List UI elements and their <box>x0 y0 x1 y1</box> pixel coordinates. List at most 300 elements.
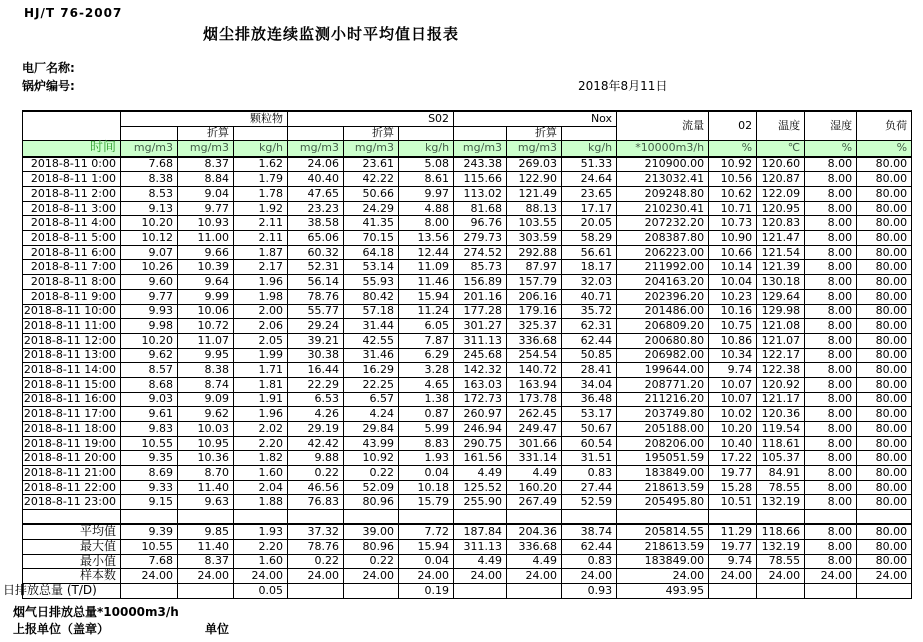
cell-value: 8.00 <box>805 363 857 378</box>
cell-value: 8.53 <box>121 187 178 202</box>
cell-value: 1.60 <box>234 554 288 569</box>
cell-value: 9.35 <box>121 451 178 466</box>
cell-value: 78.76 <box>288 539 344 554</box>
cell-value: 8.00 <box>805 480 857 495</box>
data-row <box>23 363 912 378</box>
data-row <box>23 172 912 187</box>
row-time: 2018-8-11 0:00 <box>23 157 121 172</box>
cell-value: 179.16 <box>507 304 562 319</box>
cell-value: 187.84 <box>454 524 507 539</box>
cell-value: 53.14 <box>344 260 399 275</box>
cell-value: 40.71 <box>562 289 617 304</box>
cell-value: 118.66 <box>757 524 805 539</box>
cell-value: 210230.41 <box>617 201 709 216</box>
cell-value: 157.79 <box>507 275 562 290</box>
cell-value: 8.38 <box>121 172 178 187</box>
cell-value: 16.29 <box>344 363 399 378</box>
cell-value: 55.77 <box>288 304 344 319</box>
cell-value: 80.42 <box>344 289 399 304</box>
cell-value: 122.38 <box>757 363 805 378</box>
cell-value: 80.00 <box>857 260 912 275</box>
cell-value: 0.05 <box>234 583 288 598</box>
cell-value: 65.06 <box>288 231 344 246</box>
cell-value <box>757 510 805 525</box>
cell-value: 8.00 <box>805 539 857 554</box>
cell-value: 88.13 <box>507 201 562 216</box>
row-time: 2018-8-11 4:00 <box>23 216 121 231</box>
cell-value: 80.00 <box>857 289 912 304</box>
cell-value: 3.28 <box>399 363 454 378</box>
cell-value: 4.49 <box>507 466 562 481</box>
cell-value: 206982.00 <box>617 348 709 363</box>
cell-value: 303.59 <box>507 231 562 246</box>
cell-value: 9.66 <box>178 245 234 260</box>
cell-value: 10.39 <box>178 260 234 275</box>
cell-value: 121.47 <box>757 231 805 246</box>
report-footer <box>0 599 923 642</box>
row-time: 2018-8-11 8:00 <box>23 275 121 290</box>
cell-value: 24.00 <box>757 569 805 584</box>
row-time <box>23 510 121 525</box>
cell-value: 78.76 <box>288 289 344 304</box>
cell-value: 1.98 <box>234 289 288 304</box>
cell-value: 24.29 <box>344 201 399 216</box>
cell-value: 7.87 <box>399 333 454 348</box>
cell-value: 1.71 <box>234 363 288 378</box>
cell-value: 9.93 <box>121 304 178 319</box>
cell-value: 11.09 <box>399 260 454 275</box>
cell-value: 96.76 <box>454 216 507 231</box>
cell-value: 11.29 <box>709 524 757 539</box>
cell-value <box>288 510 344 525</box>
cell-value: 122.17 <box>757 348 805 363</box>
cell-value: 2.11 <box>234 231 288 246</box>
cell-value: 52.09 <box>344 480 399 495</box>
cell-value: 105.37 <box>757 451 805 466</box>
cell-value <box>234 510 288 525</box>
cell-value: 10.66 <box>709 245 757 260</box>
cell-value: 1.91 <box>234 392 288 407</box>
cell-value: 8.00 <box>805 436 857 451</box>
cell-value: 9.97 <box>399 187 454 202</box>
row-time: 2018-8-11 17:00 <box>23 407 121 422</box>
cell-value: 85.73 <box>454 260 507 275</box>
cell-value: 9.39 <box>121 524 178 539</box>
cell-value: 0.22 <box>288 554 344 569</box>
cell-value: 10.92 <box>344 451 399 466</box>
cell-value: 9.99 <box>178 289 234 304</box>
cell-value: 80.00 <box>857 216 912 231</box>
unit-cell: kg/h <box>399 141 454 157</box>
sub-empty <box>121 126 178 141</box>
cell-value: 290.75 <box>454 436 507 451</box>
cell-value: 311.13 <box>454 333 507 348</box>
cell-value: 9.77 <box>178 201 234 216</box>
cell-value: 120.92 <box>757 377 805 392</box>
cell-value: 42.55 <box>344 333 399 348</box>
cell-value: 8.38 <box>178 363 234 378</box>
cell-value: 8.37 <box>178 554 234 569</box>
cell-value: 115.66 <box>454 172 507 187</box>
cell-value: 10.93 <box>178 216 234 231</box>
cell-value: 80.00 <box>857 524 912 539</box>
cell-value: 130.18 <box>757 275 805 290</box>
cell-value <box>857 583 912 598</box>
cell-value: 18.17 <box>562 260 617 275</box>
cell-value: 218613.59 <box>617 480 709 495</box>
cell-value: 8.00 <box>805 304 857 319</box>
cell-value: 9.98 <box>121 319 178 334</box>
cell-value: 118.61 <box>757 436 805 451</box>
cell-value: 1.60 <box>234 466 288 481</box>
cell-value: 1.79 <box>234 172 288 187</box>
unit-cell: mg/m3 <box>121 141 178 157</box>
cell-value: 2.06 <box>234 319 288 334</box>
unit-cell: mg/m3 <box>288 141 344 157</box>
cell-value <box>399 510 454 525</box>
cell-value: 292.88 <box>507 245 562 260</box>
cell-value: 2.17 <box>234 260 288 275</box>
cell-value: 8.00 <box>805 275 857 290</box>
cell-value: 211216.20 <box>617 392 709 407</box>
sub-empty <box>288 126 344 141</box>
cell-value: 1.99 <box>234 348 288 363</box>
cell-value <box>178 510 234 525</box>
cell-value: 80.00 <box>857 480 912 495</box>
cell-value <box>121 583 178 598</box>
unit-cell: mg/m3 <box>507 141 562 157</box>
cell-value: 80.00 <box>857 422 912 437</box>
cell-value: 129.64 <box>757 289 805 304</box>
cell-value: 8.00 <box>805 524 857 539</box>
cell-value: 28.41 <box>562 363 617 378</box>
row-time: 2018-8-11 2:00 <box>23 187 121 202</box>
cell-value: 8.00 <box>805 260 857 275</box>
cell-value: 41.35 <box>344 216 399 231</box>
cell-value: 80.00 <box>857 554 912 569</box>
cell-value: 8.00 <box>805 245 857 260</box>
cell-value: 80.00 <box>857 495 912 510</box>
cell-value: 200680.80 <box>617 333 709 348</box>
summary-row <box>23 569 912 584</box>
total-row <box>23 583 912 598</box>
cell-value: 8.00 <box>805 231 857 246</box>
cell-value: 311.13 <box>454 539 507 554</box>
cell-value: 62.44 <box>562 539 617 554</box>
cell-value: 2.05 <box>234 333 288 348</box>
cell-value: 0.83 <box>562 466 617 481</box>
cell-value: 103.55 <box>507 216 562 231</box>
cell-value: 301.66 <box>507 436 562 451</box>
cell-value: 80.00 <box>857 392 912 407</box>
cell-value: 201486.00 <box>617 304 709 319</box>
report-header <box>0 0 923 110</box>
cell-value: 53.17 <box>562 407 617 422</box>
cell-value: 23.23 <box>288 201 344 216</box>
cell-value: 120.95 <box>757 201 805 216</box>
data-row <box>23 275 912 290</box>
cell-value: 10.73 <box>709 216 757 231</box>
cell-value: 121.39 <box>757 260 805 275</box>
cell-value: 246.94 <box>454 422 507 437</box>
cell-value: 8.00 <box>805 157 857 172</box>
cell-value: 4.26 <box>288 407 344 422</box>
cell-value <box>709 583 757 598</box>
cell-value: 8.00 <box>805 348 857 363</box>
cell-value <box>757 583 805 598</box>
cell-value: 161.56 <box>454 451 507 466</box>
cell-value: 10.14 <box>709 260 757 275</box>
cell-value: 211992.00 <box>617 260 709 275</box>
data-row <box>23 201 912 216</box>
row-time: 2018-8-11 12:00 <box>23 333 121 348</box>
cell-value: 24.00 <box>562 569 617 584</box>
cell-value: 15.79 <box>399 495 454 510</box>
cell-value: 0.87 <box>399 407 454 422</box>
cell-value: 183849.00 <box>617 466 709 481</box>
data-row <box>23 495 912 510</box>
cell-value: 2.04 <box>234 480 288 495</box>
cell-value: 173.78 <box>507 392 562 407</box>
cell-value: 9.15 <box>121 495 178 510</box>
cell-value: 218613.59 <box>617 539 709 554</box>
cell-value: 142.32 <box>454 363 507 378</box>
cell-value: 0.22 <box>344 466 399 481</box>
cell-value: 9.60 <box>121 275 178 290</box>
cell-value: 80.00 <box>857 319 912 334</box>
cell-value <box>288 583 344 598</box>
cell-value <box>178 583 234 598</box>
cell-value: 8.00 <box>805 216 857 231</box>
cell-value: 199644.00 <box>617 363 709 378</box>
col-humidity: 湿度 <box>805 111 857 141</box>
cell-value: 9.74 <box>709 363 757 378</box>
cell-value: 206809.20 <box>617 319 709 334</box>
cell-value: 262.45 <box>507 407 562 422</box>
cell-value: 24.06 <box>288 157 344 172</box>
cell-value: 6.05 <box>399 319 454 334</box>
cell-value: 10.07 <box>709 392 757 407</box>
cell-value: 243.38 <box>454 157 507 172</box>
data-row <box>23 377 912 392</box>
unit-cell: kg/h <box>562 141 617 157</box>
cell-value: 42.42 <box>288 436 344 451</box>
cell-value: 249.47 <box>507 422 562 437</box>
report-date: 2018年8月11日 <box>578 79 668 93</box>
time-column-header: 时间 <box>23 141 121 157</box>
cell-value: 4.24 <box>344 407 399 422</box>
cell-value: 0.22 <box>344 554 399 569</box>
cell-value: 8.00 <box>805 289 857 304</box>
data-row <box>23 289 912 304</box>
boiler-number-label: 锅炉编号: <box>22 79 75 93</box>
cell-value: 56.61 <box>562 245 617 260</box>
cell-value: 10.16 <box>709 304 757 319</box>
cell-value: 207232.20 <box>617 216 709 231</box>
cell-value: 57.18 <box>344 304 399 319</box>
cell-value: 8.37 <box>178 157 234 172</box>
cell-value: 10.55 <box>121 436 178 451</box>
row-time: 2018-8-11 7:00 <box>23 260 121 275</box>
cell-value: 163.94 <box>507 377 562 392</box>
unit-cell: *10000m3/h <box>617 141 709 157</box>
cell-value: 37.32 <box>288 524 344 539</box>
cell-value: 24.00 <box>709 569 757 584</box>
cell-value: 129.98 <box>757 304 805 319</box>
standard-code: HJ/T 76-2007 <box>24 6 123 20</box>
col-temperature: 温度 <box>757 111 805 141</box>
cell-value: 52.59 <box>562 495 617 510</box>
cell-value: 10.20 <box>121 216 178 231</box>
cell-value: 35.72 <box>562 304 617 319</box>
data-row <box>23 333 912 348</box>
cell-value: 4.88 <box>399 201 454 216</box>
data-row <box>23 422 912 437</box>
cell-value: 62.31 <box>562 319 617 334</box>
cell-value: 12.44 <box>399 245 454 260</box>
cell-value: 31.46 <box>344 348 399 363</box>
cell-value: 1.88 <box>234 495 288 510</box>
cell-value: 120.36 <box>757 407 805 422</box>
cell-value: 9.09 <box>178 392 234 407</box>
cell-value: 23.65 <box>562 187 617 202</box>
cell-value: 78.55 <box>757 554 805 569</box>
unit-cell: ℃ <box>757 141 805 157</box>
sub-empty <box>234 126 288 141</box>
cell-value: 205814.55 <box>617 524 709 539</box>
cell-value: 205188.00 <box>617 422 709 437</box>
cell-value: 10.51 <box>709 495 757 510</box>
row-time: 2018-8-11 23:00 <box>23 495 121 510</box>
cell-value: 195051.59 <box>617 451 709 466</box>
data-row <box>23 245 912 260</box>
cell-value <box>344 510 399 525</box>
cell-value: 80.00 <box>857 201 912 216</box>
cell-value: 9.61 <box>121 407 178 422</box>
cell-value: 80.00 <box>857 377 912 392</box>
row-time: 2018-8-11 21:00 <box>23 466 121 481</box>
cell-value: 132.19 <box>757 495 805 510</box>
cell-value: 10.92 <box>709 157 757 172</box>
cell-value <box>709 510 757 525</box>
row-time: 2018-8-11 18:00 <box>23 422 121 437</box>
data-row <box>23 157 912 172</box>
row-time: 2018-8-11 3:00 <box>23 201 121 216</box>
cell-value: 6.57 <box>344 392 399 407</box>
cell-value: 80.00 <box>857 348 912 363</box>
cell-value: 163.03 <box>454 377 507 392</box>
cell-value: 32.03 <box>562 275 617 290</box>
cell-value: 203749.80 <box>617 407 709 422</box>
cell-value: 80.00 <box>857 187 912 202</box>
cell-value: 64.18 <box>344 245 399 260</box>
cell-value: 81.68 <box>454 201 507 216</box>
cell-value: 206.16 <box>507 289 562 304</box>
cell-value: 1.82 <box>234 451 288 466</box>
cell-value: 10.72 <box>178 319 234 334</box>
cell-value: 9.83 <box>121 422 178 437</box>
cell-value: 29.19 <box>288 422 344 437</box>
cell-value: 183849.00 <box>617 554 709 569</box>
cell-value: 62.44 <box>562 333 617 348</box>
cell-value <box>454 510 507 525</box>
cell-value: 8.00 <box>805 407 857 422</box>
cell-value: 260.97 <box>454 407 507 422</box>
cell-value: 122.09 <box>757 187 805 202</box>
cell-value: 254.54 <box>507 348 562 363</box>
cell-value: 9.04 <box>178 187 234 202</box>
cell-value: 78.55 <box>757 480 805 495</box>
cell-value: 8.00 <box>805 466 857 481</box>
cell-value: 50.67 <box>562 422 617 437</box>
cell-value: 22.29 <box>288 377 344 392</box>
cell-value: 24.00 <box>805 569 857 584</box>
cell-value: 255.90 <box>454 495 507 510</box>
cell-value: 269.03 <box>507 157 562 172</box>
cell-value: 1.93 <box>399 451 454 466</box>
cell-value: 279.73 <box>454 231 507 246</box>
sub-empty <box>399 126 454 141</box>
cell-value: 10.20 <box>709 422 757 437</box>
cell-value: 274.52 <box>454 245 507 260</box>
cell-value: 76.83 <box>288 495 344 510</box>
row-time: 2018-8-11 13:00 <box>23 348 121 363</box>
data-row <box>23 480 912 495</box>
cell-value: 10.62 <box>709 187 757 202</box>
cell-value: 39.00 <box>344 524 399 539</box>
cell-value: 24.00 <box>617 569 709 584</box>
unit-cell: mg/m3 <box>454 141 507 157</box>
cell-value: 9.85 <box>178 524 234 539</box>
col-group-nox: Nox <box>454 111 617 126</box>
cell-value: 205495.80 <box>617 495 709 510</box>
cell-value: 8.57 <box>121 363 178 378</box>
cell-value: 4.49 <box>507 554 562 569</box>
cell-value: 6.29 <box>399 348 454 363</box>
cell-value: 38.74 <box>562 524 617 539</box>
cell-value: 204.36 <box>507 524 562 539</box>
cell-value: 58.29 <box>562 231 617 246</box>
cell-value: 9.62 <box>121 348 178 363</box>
plant-name-label: 电厂名称: <box>22 61 75 75</box>
cell-value: 7.72 <box>399 524 454 539</box>
cell-value: 208771.20 <box>617 377 709 392</box>
total-label: 日排放总量 (T/D) <box>23 583 121 598</box>
header-group-row <box>23 111 912 126</box>
cell-value: 10.20 <box>121 333 178 348</box>
cell-value: 40.40 <box>288 172 344 187</box>
row-time: 2018-8-11 19:00 <box>23 436 121 451</box>
cell-value: 325.37 <box>507 319 562 334</box>
cell-value: 7.68 <box>121 157 178 172</box>
cell-value: 24.00 <box>454 569 507 584</box>
cell-value: 24.00 <box>507 569 562 584</box>
cell-value: 19.77 <box>709 466 757 481</box>
table-body <box>3 157 912 598</box>
cell-value: 9.77 <box>121 289 178 304</box>
cell-value: 24.00 <box>121 569 178 584</box>
cell-value: 7.68 <box>121 554 178 569</box>
cell-value: 2.20 <box>234 539 288 554</box>
cell-value: 4.49 <box>454 466 507 481</box>
summary-label: 平均值 <box>23 524 121 539</box>
cell-value: 80.00 <box>857 333 912 348</box>
data-row <box>23 304 912 319</box>
cell-value: 70.15 <box>344 231 399 246</box>
cell-value: 1.78 <box>234 187 288 202</box>
cell-value: 8.00 <box>805 451 857 466</box>
cell-value: 50.85 <box>562 348 617 363</box>
